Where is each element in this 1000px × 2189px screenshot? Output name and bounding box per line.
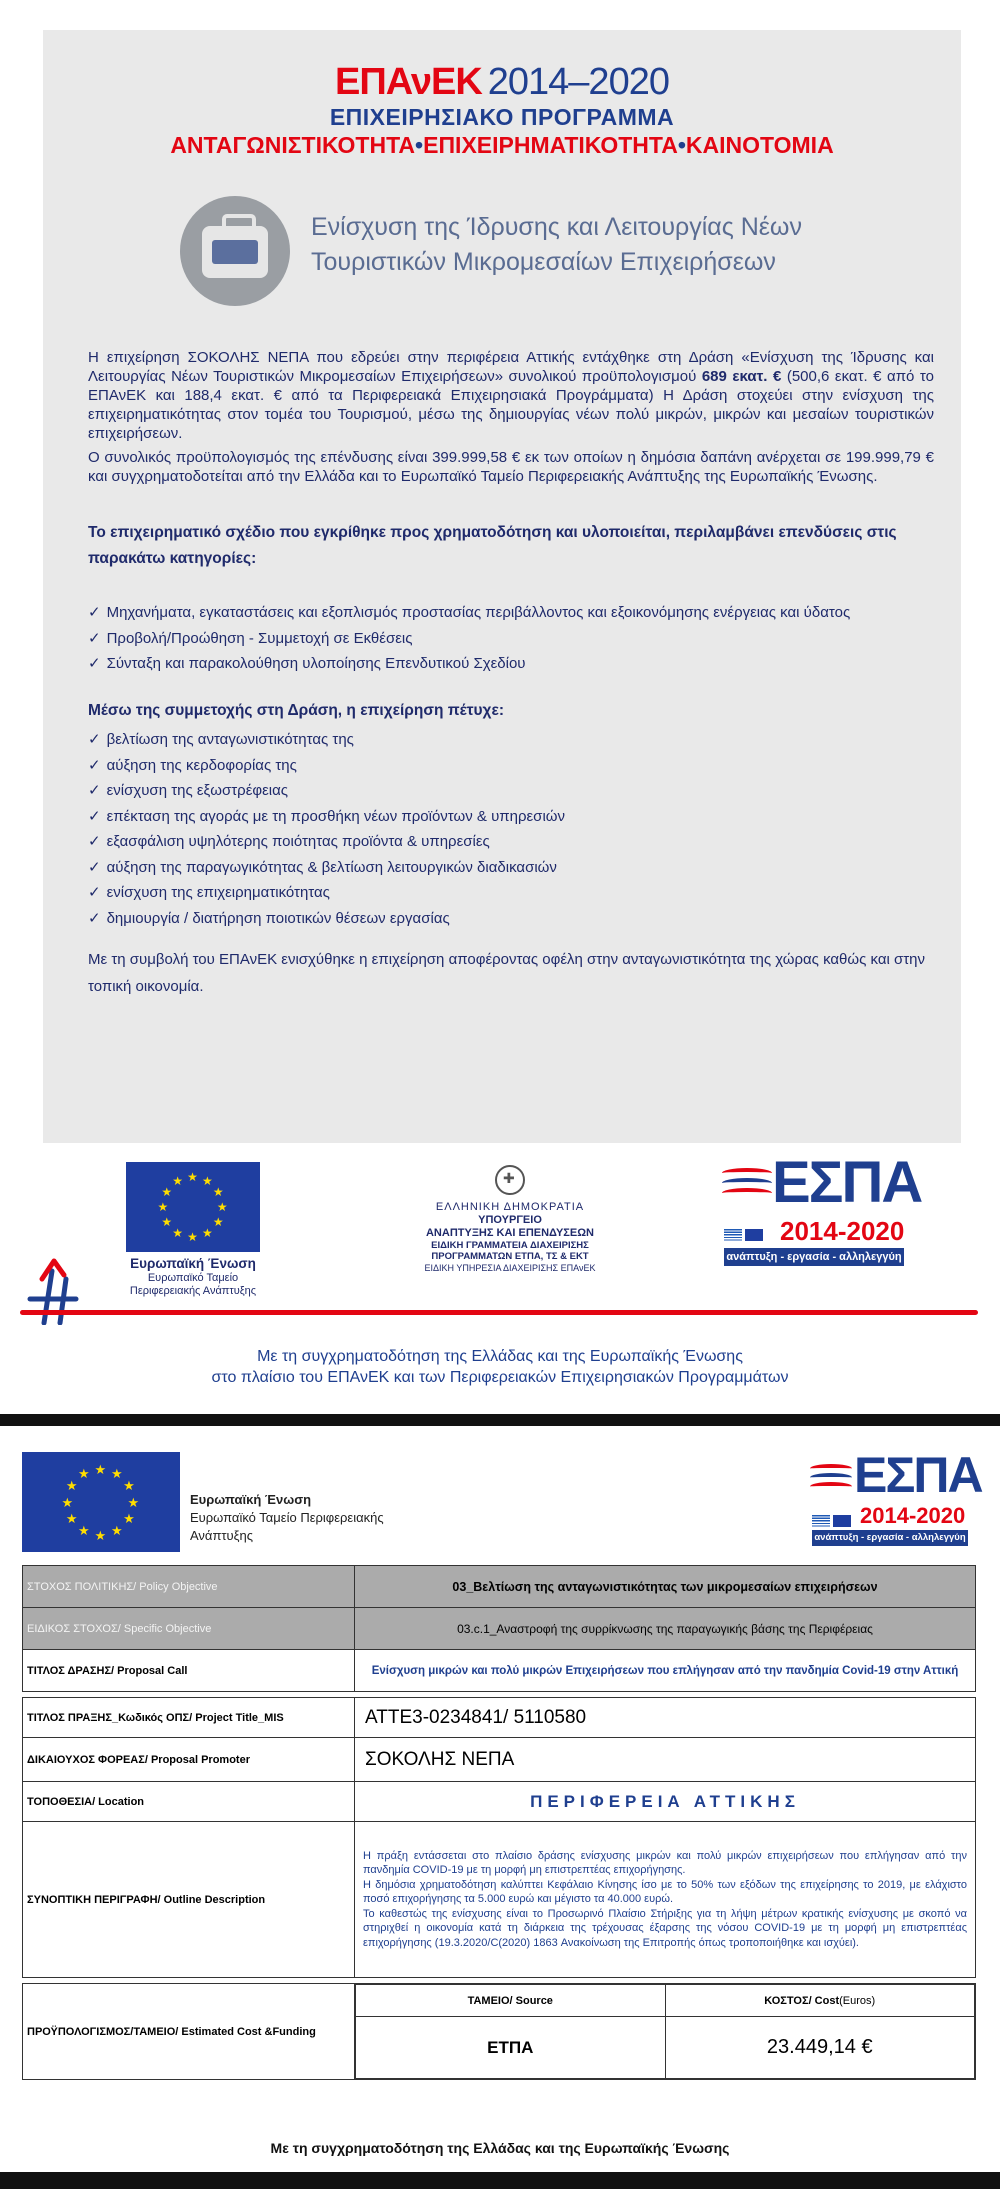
list-item: [88, 880, 934, 906]
briefcase-icon: [180, 196, 290, 306]
greek-emblem-icon: [495, 1165, 525, 1195]
budget-value: [355, 1984, 976, 2080]
espa-logo: [720, 1150, 922, 1270]
list-item: [88, 778, 934, 804]
list-item: [88, 727, 934, 753]
check-icon: ✓: [88, 629, 101, 647]
location-value: ΠΕΡΙΦΕΡΕΙΑ ΑΤΤΙΚΗΣ: [355, 1782, 976, 1822]
budget-label: ΠΡΟΫΠΟΛΟΓΙΣΜΟΣ/ΤΑΜΕΙΟ/ Estimated Cost &Funding: [23, 1984, 355, 2080]
star-icon: ★: [161, 1215, 173, 1229]
star-icon: ★: [187, 1229, 198, 1244]
epanek-pillars: [43, 130, 961, 160]
gr-line: ΕΙΔΙΚΗ ΥΠΗΡΕΣΙΑ ΔΙΑΧΕΙΡΙΣΗΣ ΕΠΑνΕΚ: [424, 1263, 596, 1273]
intro-text: Η επιχείρηση ΣΟΚΟΛΗΣ ΝΕΠΑ που εδρεύει στην περιφέρεια Αττικής εντάχθηκε στη Δράση «Ενίσχυση της Ίδρυσης και Λειτουργίας Νέων Τουριστικών Μικρομεσαίων Επιχειρήσεων» συνολικού προϋπολογισμού: [88, 349, 934, 385]
location-label: ΤΟΠΟΘΕΣΙΑ/ Location: [23, 1782, 355, 1822]
policy-objective-label: ΣΤΟΧΟΣ ΠΟΛΙΤΙΚΗΣ/ Policy Objective: [23, 1566, 355, 1608]
espa-word: ΕΣΠΑ: [854, 1447, 982, 1503]
pillar-innovation: ΚΑΙΝΟΤΟΜΙΑ: [685, 132, 834, 158]
espa-logo: [810, 1447, 982, 1548]
benefits-heading: Μέσω της συμμετοχής στη Δράση, η επιχείρηση πέτυχε:: [88, 702, 504, 719]
gr-line: ΠΡΟΓΡΑΜΜΑΤΩΝ ΕΤΠΑ, ΤΣ & ΕΚΤ: [431, 1251, 589, 1262]
espa-years: 2014-2020: [860, 1503, 966, 1528]
benefits-list: [88, 727, 934, 931]
table-row: [23, 1782, 976, 1822]
table-row: [23, 1984, 976, 2080]
espa-stripes-icon: [722, 1168, 772, 1198]
eu-flag-icon: [126, 1162, 260, 1252]
list-item-text: αύξηση της παραγωγικότητας & βελτίωση λειτουργικών διαδικασιών: [106, 858, 557, 876]
star-icon: ★: [172, 1225, 184, 1240]
cofunding-statement: [0, 1346, 1000, 1388]
description-text: Η δημόσια χρηματοδότηση καλύπτει Κεφάλαιο Κίνησης ίσο με το 50% των εξόδων της επιχείρησης το 2019, με ελάχιστο ποσό επιχορήγησης τα 5.000 ευρώ και μέγιστο τα 40.000 ευρώ.: [363, 1878, 967, 1906]
project-title-value: ΑΤΤΕ3-0234841/ 5110580: [355, 1698, 976, 1738]
star-icon: ★: [157, 1200, 169, 1215]
list-item: [88, 626, 934, 652]
source-value: ΕΤΠΑ: [356, 2017, 666, 2079]
check-icon: ✓: [88, 807, 101, 825]
eu-caption: [190, 1491, 384, 1545]
black-divider: [0, 1414, 1000, 1426]
star-icon: ★: [123, 1478, 135, 1493]
proposal-call-label: ΤΙΤΛΟΣ ΔΡΑΣΗΣ/ Proposal Call: [23, 1650, 355, 1692]
list-item: [88, 855, 934, 881]
categories-list: [88, 600, 934, 677]
gr-line: ΕΙΔΙΚΗ ΓΡΑΜΜΑΤΕΙΑ ΔΙΑΧΕΙΡΙΣΗΣ: [431, 1240, 589, 1251]
list-item: [88, 651, 934, 677]
pillar-entrepreneurship: ΕΠΙΧΕΙΡΗΜΑΤΙΚΟΤΗΤΑ: [423, 132, 678, 158]
check-icon: ✓: [88, 858, 101, 876]
pillar-separator: •: [415, 132, 424, 158]
list-item-text: βελτίωση της ανταγωνιστικότητας της: [106, 731, 354, 748]
cost-header: [665, 1985, 975, 2017]
epanek-logo: [43, 60, 961, 160]
action-title-line: Ενίσχυση της Ίδρυσης και Λειτουργίας Νέων: [311, 213, 802, 241]
greek-ministry-logo: [360, 1165, 660, 1274]
project-info-table: [22, 1565, 976, 2080]
table-row: [23, 1608, 976, 1650]
star-icon: ★: [172, 1174, 184, 1189]
budget-subtable: [355, 1984, 975, 2079]
cost-header-unit: (Euros): [839, 1994, 876, 2007]
eu-flag-icon: [22, 1452, 180, 1552]
list-item: [88, 829, 934, 855]
star-icon: ★: [78, 1465, 90, 1481]
budget-paragraph: Ο συνολικός προϋπολογισμός της επένδυσης είναι 399.999,58 € εκ των οποίων η δημόσια δαπάνη ανέρχεται σε 199.999,79 € και συγχρηματοδοτείται από την Ελλάδα και το Ευρωπαϊκό Ταμείο Περιφερειακής Ανάπτυξης της Ευρωπαϊκής Ένωσης.: [88, 449, 934, 485]
list-item-text: αύξηση της κερδοφορίας της: [106, 756, 297, 774]
star-icon: ★: [123, 1511, 135, 1526]
specific-objective-value: 03.c.1_Αναστροφή της συρρίκνωσης της παραγωγικής βάσης της Περιφέρειας: [355, 1608, 976, 1650]
table-row: [23, 1822, 976, 1978]
star-icon: ★: [187, 1170, 198, 1185]
description-value: [355, 1822, 976, 1978]
specific-objective-label: ΕΙΔΙΚΟΣ ΣΤΟΧΟΣ/ Specific Objective: [23, 1608, 355, 1650]
eu-fund-line: Ευρωπαϊκό Ταμείο: [147, 1272, 239, 1284]
eu-name: Ευρωπαϊκή Ένωση: [190, 1492, 312, 1507]
source-header: ΤΑΜΕΙΟ/ Source: [356, 1985, 666, 2017]
star-icon: ★: [212, 1215, 224, 1229]
policy-objective-value: 03_Βελτίωση της ανταγωνιστικότητας των μικρομεσαίων επιχειρήσεων: [355, 1566, 976, 1608]
description-label: ΣΥΝΟΠΤΙΚΗ ΠΕΡΙΓΡΑΦΗ/ Outline Description: [23, 1822, 355, 1978]
star-icon: ★: [94, 1461, 107, 1477]
eu-name: Ευρωπαϊκή Ένωση: [130, 1256, 256, 1271]
list-item-text: επέκταση της αγοράς με τη προσθήκη νέων προϊόντων & υπηρεσιών: [106, 807, 565, 825]
table-row: [23, 1650, 976, 1692]
table-row: [356, 1985, 975, 2017]
star-icon: ★: [61, 1494, 74, 1510]
epanek-years: 2014–2020: [487, 61, 669, 103]
mini-flags-icon: [724, 1226, 766, 1244]
description-text: Η πράξη εντάσσεται στο πλαίσιο δράσης ενίσχυσης μικρών και πολύ μικρών επιχειρήσεων που επλήγησαν από την πανδημία COVID-19 με τη μορφή μη επιστρεπτέας επιχορήγησης.: [363, 1849, 967, 1877]
promoter-label: ΔΙΚΑΙΟΥΧΟΣ ΦΟΡΕΑΣ/ Proposal Promoter: [23, 1738, 355, 1782]
star-icon: ★: [216, 1200, 228, 1215]
star-icon: ★: [202, 1225, 213, 1240]
eu-fund-line: Περιφερειακής Ανάπτυξης: [129, 1285, 257, 1297]
star-icon: ★: [212, 1185, 224, 1200]
list-item-text: ενίσχυση της επιχειρηματικότητας: [106, 884, 330, 901]
proposal-call-value: Ενίσχυση μικρών και πολύ μικρών Επιχειρήσεων που επλήγησαν από την πανδημία Covid-19 στην Αττική: [355, 1650, 976, 1692]
list-item: [88, 906, 934, 932]
espa-tagline: ανάπτυξη - εργασία - αλληλεγγύη: [724, 1248, 904, 1266]
pillar-separator: •: [677, 132, 686, 158]
mini-flags-icon: [812, 1512, 854, 1530]
description-text: Το καθεστώς της ενίσχυσης είναι το Προσωρινό Πλαίσιο Στήριξης για τη λήψη μέτρων κρατικής ενίσχυσης με σκοπό να στηριχθεί η οικονομία κατά τη διάρκεια της τρέχουσας έξαρσης της νόσου COVID-19 με τη μορφή μη επιστρεπτέας επιχορήγησης (19.3.2020/C(2020) 1863 Ανακοίνωση της Επιτροπής όπως τροποποιήθηκε και ισχύει).: [363, 1907, 967, 1949]
list-item-text: Σύνταξη και παρακολούθηση υλοποίησης Επενδυτικού Σχεδίου: [106, 655, 526, 672]
epanek-name: ΕΠΑνΕΚ: [335, 61, 482, 103]
project-title-label: ΤΙΤΛΟΣ ΠΡΑΞΗΣ_Κωδικός ΟΠΣ/ Project Title_MIS: [23, 1698, 355, 1738]
espa-tagline: ανάπτυξη - εργασία - αλληλεγγύη: [812, 1530, 968, 1546]
check-icon: ✓: [88, 909, 101, 927]
espa-word: ΕΣΠΑ: [772, 1150, 922, 1215]
closing-paragraph: Με τη συμβολή του ΕΠΑνΕΚ ενισχύθηκε η επιχείρηση αποφέροντας οφέλη στην ανταγωνιστικότητα της χώρας καθώς και στην τοπική οικονομία.: [88, 951, 926, 995]
list-item-text: Προβολή/Προώθηση - Συμμετοχή σε Εκθέσεις: [106, 629, 413, 647]
check-icon: ✓: [88, 782, 101, 799]
gr-line: ΕΛΛΗΝΙΚΗ ΔΗΜΟΚΡΑΤΙΑ: [435, 1201, 585, 1213]
list-item-text: Μηχανήματα, εγκαταστάσεις και εξοπλισμός προστασίας περιβάλλοντος και εξοικονόμησης ενέργειας και ύδατος: [106, 604, 851, 621]
action-title: [311, 210, 911, 280]
check-icon: ✓: [88, 884, 101, 901]
cofunding-line: στο πλαίσιο του ΕΠΑνΕΚ και των Περιφερειακών Επιχειρησιακών Προγραμμάτων: [211, 1369, 789, 1386]
action-title-line: Τουριστικών Μικρομεσαίων Επιχειρήσεων: [311, 248, 776, 276]
eu-fund-line: Ανάπτυξης: [190, 1528, 253, 1543]
cofunding-line: Με τη συγχρηματοδότηση της Ελλάδας και της Ευρωπαϊκής Ένωσης: [257, 1348, 743, 1365]
black-divider: [0, 2172, 1000, 2189]
list-item-text: δημιουργία / διατήρηση ποιοτικών θέσεων εργασίας: [106, 909, 450, 927]
intro-budget: 689 εκατ. €: [701, 368, 782, 385]
check-icon: ✓: [88, 833, 101, 850]
promoter-value: ΣΟΚΟΛΗΣ ΝΕΠΑ: [355, 1738, 976, 1782]
check-icon: ✓: [88, 731, 101, 748]
table-row: [23, 1738, 976, 1782]
epanek-program: ΕΠΙΧΕΙΡΗΣΙΑΚΟ ΠΡΟΓΡΑΜΜΑ: [329, 104, 675, 130]
red-divider: [20, 1310, 978, 1315]
list-item: [88, 600, 934, 626]
espa-years: 2014-2020: [780, 1216, 905, 1246]
star-icon: ★: [65, 1511, 78, 1526]
star-icon: ★: [65, 1478, 78, 1493]
table-row: [356, 2017, 975, 2079]
pillar-competitiveness: ΑΝΤΑΓΩΝΙΣΤΙΚΟΤΗΤΑ: [170, 132, 416, 158]
table-row: [23, 1698, 976, 1738]
cost-header-text: ΚΟΣΤΟΣ/ Cost: [764, 1994, 840, 2007]
gr-line: ΥΠΟΥΡΓΕΙΟ: [478, 1214, 542, 1226]
espa-stripes-icon: [810, 1464, 852, 1491]
star-icon: ★: [78, 1523, 90, 1539]
star-icon: ★: [111, 1465, 123, 1481]
list-item: [88, 804, 934, 830]
list-item-text: εξασφάλιση υψηλότερης ποιότητας προϊόντα & υπηρεσίες: [106, 833, 490, 850]
star-icon: ★: [94, 1527, 107, 1543]
categories-heading: Το επιχειρηματικό σχέδιο που εγκρίθηκε προς χρηματοδότηση και υλοποιείται, περιλαμβάνει επενδύσεις στις παρακάτω κατηγορίες:: [88, 524, 897, 567]
gr-line: ΑΝΑΠΤΥΞΗΣ ΚΑΙ ΕΠΕΝΔΥΣΕΩΝ: [425, 1227, 595, 1239]
star-icon: ★: [127, 1494, 140, 1510]
poster-panel: [43, 30, 961, 1143]
eu-caption: [110, 1256, 276, 1298]
cofunding-statement: Με τη συγχρηματοδότηση της Ελλάδας και της Ευρωπαϊκής Ένωσης: [270, 2140, 730, 2156]
check-icon: ✓: [88, 756, 101, 774]
list-item: [88, 753, 934, 779]
star-icon: ★: [111, 1523, 123, 1539]
check-icon: ✓: [88, 655, 101, 672]
intro-text: (500,6 εκατ. € από το ΕΠΑνΕΚ και 188,4 εκατ. € από τα Περιφερειακά Επιχειρησιακά Προγράμματα) Η Δράση στοχεύει στην ενίσχυση της επιχειρηματικότητας στον τομέα του Τουρισμού, μέσω της δημιουργίας νέων πολύ μικρών, μικρών και μεσαίων τουριστικών επιχειρήσεων.: [88, 368, 934, 442]
cost-value: 23.449,14 €: [665, 2017, 975, 2079]
table-row: [23, 1566, 976, 1608]
star-icon: ★: [202, 1174, 213, 1189]
list-item-text: ενίσχυση της εξωστρέφειας: [106, 782, 289, 799]
star-icon: ★: [161, 1185, 173, 1200]
intro-paragraph: [88, 348, 934, 443]
check-icon: ✓: [88, 604, 101, 621]
eu-fund-line: Ευρωπαϊκό Ταμείο Περιφερειακής: [190, 1510, 384, 1525]
